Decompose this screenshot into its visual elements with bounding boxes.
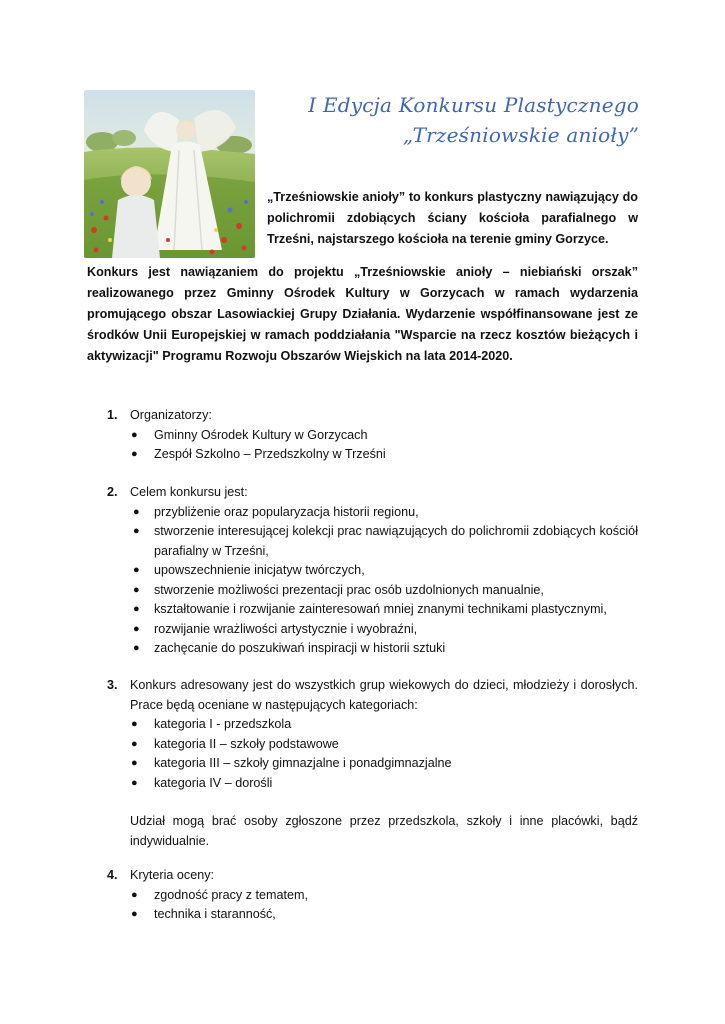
- list-item: ● kategoria II – szkoły podstawowe: [87, 735, 638, 755]
- section-criteria: [87, 866, 638, 925]
- section-heading: Organizatorzy:: [130, 408, 212, 422]
- bullet-icon: ●: [133, 603, 140, 615]
- section-heading: Kryteria oceny:: [130, 868, 214, 882]
- list-item: ● Zespół Szkolno – Przedszkolny w Trześni: [87, 445, 638, 465]
- section-audience: [87, 676, 638, 851]
- bullet-icon: ●: [131, 448, 138, 460]
- intro-paragraph: „Trześniowskie anioły” to konkurs plastyczny nawiązujący do polichromii zdobiących ściany kościoła parafialnego w Trześni, najstarszego kościoła na terenie gminy Gorzyce.: [267, 190, 638, 246]
- bullet-icon: ●: [131, 757, 138, 769]
- title-line-1: I Edycja Konkursu Plastycznego: [308, 93, 639, 117]
- list-item: ● zachęcanie do poszukiwań inspiracji w historii sztuki: [87, 639, 638, 659]
- project-paragraph: Konkurs jest nawiązaniem do projektu „Trześniowskie anioły – niebiański orszak” realizowanego przez Gminny Ośrodek Kultury w Gorzycach w ramach wydarzenia promującego obszar Lasowiackiej Grupy Działania. Wydarzenie współfinansowane jest ze środków Unii Europejskiej w ramach poddziałania "Wsparcie na rzecz kosztów bieżących i aktywizacji" Programu Rozwoju Obszarów Wiejskich na lata 2014-2020.: [87, 265, 638, 363]
- list-item: ● kategoria IV – dorośli: [87, 774, 638, 794]
- list-item: ● kształtowanie i rozwijanie zainteresowań mniej znanymi technikami plastycznymi,: [87, 600, 638, 620]
- section-heading: Celem konkursu jest:: [130, 485, 248, 499]
- section-number: 1.: [107, 408, 118, 422]
- list-item: ● kategoria III – szkoły gimnazjalne i ponadgimnazjalne: [87, 754, 638, 774]
- bullet-icon: ●: [133, 583, 140, 596]
- bullet-icon: ●: [131, 776, 138, 789]
- list-item: ● przybliżenie oraz popularyzacja historii regionu,: [87, 503, 638, 523]
- bullet-icon: ●: [131, 428, 138, 441]
- angel-painting: [84, 90, 255, 258]
- list-item: ● stworzenie możliwości prezentacji prac osób uzdolnionych manualnie,: [87, 581, 638, 601]
- participation-note: Udział mogą brać osoby zgłoszone przez przedszkola, szkoły i inne placówki, bądź indywidualnie.: [130, 814, 638, 848]
- section-number: 4.: [107, 868, 118, 882]
- bullet-icon: ●: [133, 525, 140, 537]
- list-item: ● zgodność pracy z tematem,: [87, 886, 638, 906]
- section-organizers: [87, 406, 638, 465]
- bullet-icon: ●: [133, 505, 140, 518]
- section-number: 2.: [107, 485, 118, 499]
- list-item: ● rozwijanie wrażliwości artystycznie i wyobraźni,: [87, 620, 638, 640]
- bullet-icon: ●: [133, 622, 140, 635]
- title-line-2: „Trześniowskie anioły”: [402, 123, 639, 147]
- list-item: ● Gminny Ośrodek Kultury w Gorzycach: [87, 426, 638, 446]
- section-number: 3.: [107, 678, 118, 692]
- bullet-icon: ●: [131, 737, 138, 750]
- list-item: ● kategoria I - przedszkola: [87, 715, 638, 735]
- bullet-icon: ●: [133, 642, 140, 654]
- page-title: [308, 90, 639, 150]
- bullet-icon: ●: [131, 908, 138, 920]
- list-item: ● upowszechnienie inicjatyw twórczych,: [87, 561, 638, 581]
- section-heading: Konkurs adresowany jest do wszystkich grup wiekowych do dzieci, młodzieży i dorosłych. Prace będą oceniane w następujących kategoriach:: [130, 678, 638, 712]
- list-item: ● technika i staranność,: [87, 905, 638, 925]
- bullet-icon: ●: [131, 718, 138, 730]
- bullet-icon: ●: [133, 564, 140, 576]
- bullet-icon: ●: [131, 888, 138, 901]
- list-item: ● stworzenie interesującej kolekcji prac nawiązujących do polichromii zdobiących kościół parafialny w Trześni,: [133, 524, 638, 558]
- section-goals: [87, 483, 638, 659]
